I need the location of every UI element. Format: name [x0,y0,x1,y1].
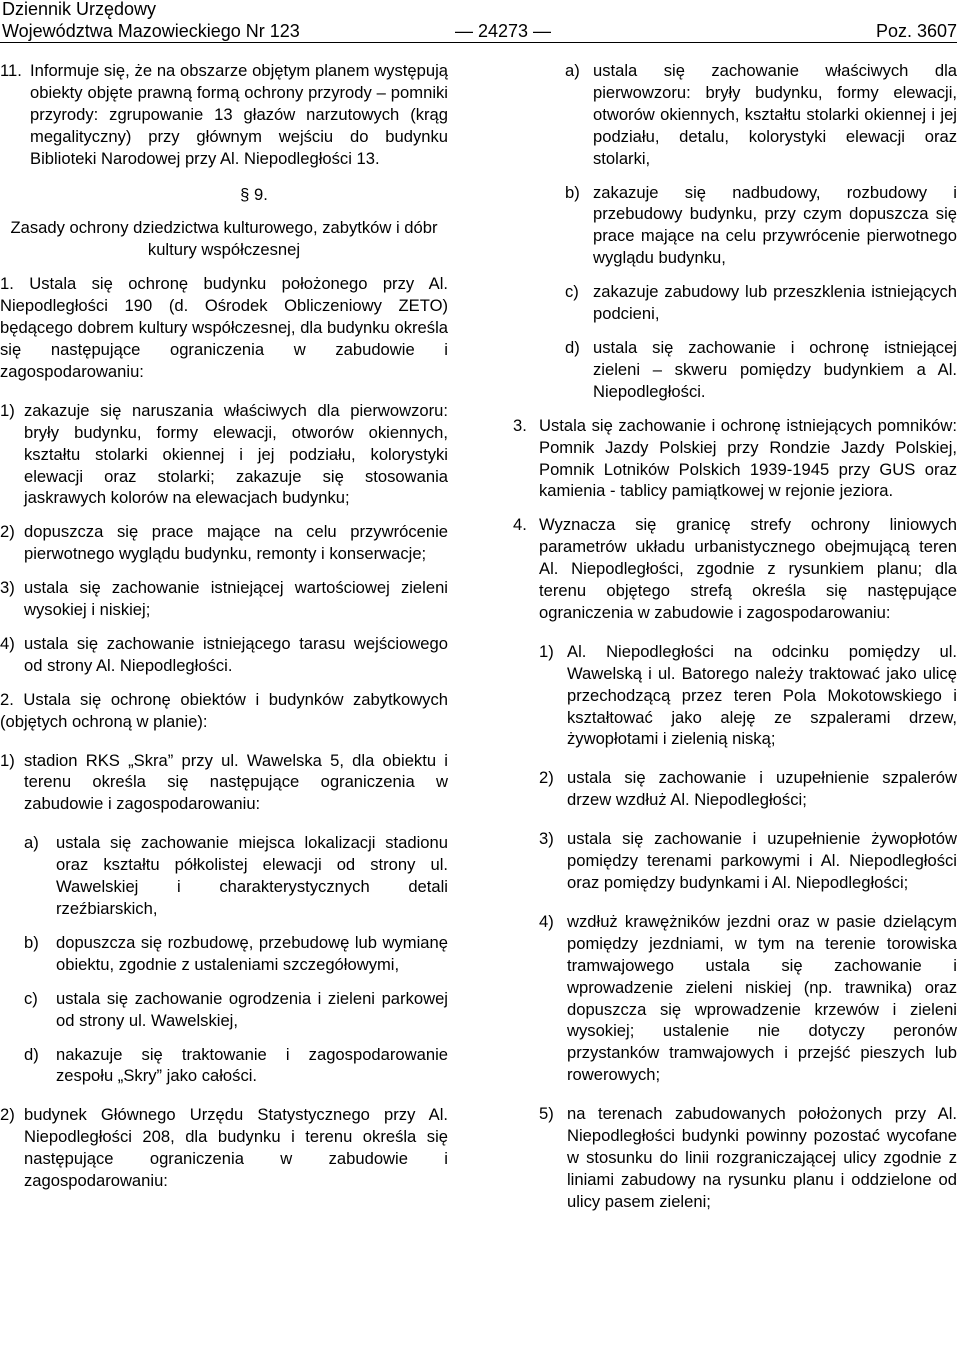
sublist-item [24,1044,448,1088]
subitem-text: nakazuje się traktowanie i zagospodarowanie zespołu „Skry” jako całości. [56,1044,448,1086]
section-number: § 9. [240,184,268,204]
subitem-text: ustala się zachowanie miejsca lokalizacji stadionu oraz kształtu półkolistej elewacji od strony ul. Wawelskiej i charakterystycznych detali rzeźbiarskich, [56,833,448,918]
journal-issue: Województwa Mazowieckiego Nr 123 [2,21,300,41]
list-item [539,767,957,811]
paragraph-3 [513,415,957,503]
subitem-text: zakazuje się nadbudowy, rozbudowy i przebudowy budynku, przy czym dopuszcza się prace mające na celu przywrócenie pierwotnego wyglądu budynku, [593,182,957,268]
sublist-item [513,281,957,325]
sublist [513,60,957,403]
sublist-item [24,988,448,1032]
item-text: wzdłuż krawężników jezdni oraz w pasie dzielącym pomiędzy jezdniami, w tym na terenie torowiska tramwajowego ustala się zachowanie i wprowadzenie zieleni niskiej (np. trawnika) oraz dopuszcza się wprowadzenie krzewów i zieleni wysokiej; ustalenie nie dotyczy peronów przystanków tramwajowych i przejść pieszych lub rowerowych; [567,911,957,1085]
sublist-item [513,182,957,270]
sublist-item [513,337,957,403]
paragraph-text: Wyznacza się granicę strefy ochrony liniowych parametrów układu urbanistycznego obejmującą teren Al. Niepodległości, zgodnie z rysunkiem planu; dla terenu objętego strefą określa się następujące ograniczenia w zabudowie i zagospodarowaniu: [539,515,957,622]
sublist-item [24,832,448,920]
item-text: ustala się zachowanie i uzupełnienie szpalerów drzew wzdłuż Al. Niepodległości; [567,768,957,810]
subitem-text: dopuszcza się rozbudowę, przebudowę lub wymianę obiektu, zgodnie z ustaleniami szczegółowymi, [56,932,448,974]
list-item [539,828,957,894]
item-text: ustala się zachowanie istniejącej wartościowej zieleni wysokiej i niskiej; [24,578,448,620]
paragraph-4 [513,514,957,624]
paragraph-label: 3. [513,415,527,435]
subitem-label: b) [565,182,580,202]
sublist [0,832,448,1087]
page-number: — 24273 — [455,21,552,41]
list-item [0,521,448,565]
item-label: 4) [0,633,15,653]
item-text: dopuszcza się prace mające na celu przywrócenie pierwotnego wyglądu budynku, remonty i konserwacje; [24,522,448,564]
item-label: 1) [0,750,15,770]
right-column [513,60,957,1213]
list-item [539,911,957,1086]
subitem-text: ustala się zachowanie i ochronę istniejącej zieleni – skweru pomiędzy budynkiem a Al. Niepodległości. [593,337,957,401]
paragraph-text: Ustala się zachowanie i ochronę istniejących pomników: Pomnik Jazdy Polskiej przy Rondzie Jazdy Polskiej, Pomnik Lotników Polskich 1939-1945 przy GUS oraz kamienia - tablicy pamiątkowej w rejonie jeziora. [539,415,957,501]
subitem-label: c) [24,988,38,1008]
paragraph-1: 1. Ustala się ochronę budynku położonego przy Al. Niepodległości 190 (d. Ośrodek Obliczeniowy ZETO) będącego dobrem kultury współczesnej, dla budynku określa się następujące ograniczenia w zabudowie i zagospodarowaniu: [0,274,448,381]
subitem-text: ustala się zachowanie właściwych dla pierwowzoru: bryły budynku, formy elewacji, otworów okiennych, kształtu stolarki okiennej i jej podziału, detalu, kolorystyki elewacji oraz stolarki, [593,61,957,168]
subitem-label: d) [24,1044,39,1064]
item-label: 2) [539,768,554,788]
subitem-label: d) [565,337,580,357]
sublist-item [513,60,957,170]
item-text: zakazuje się naruszania właściwych dla pierwowzoru: bryły budynku, formy elewacji, otworów okiennych, kształtu stolarki okiennej i jej podziału, kolorystyki elewacji oraz stolarki; zakazuje się stosowania jaskrawych kolorów na elewacjach budynku; [24,400,448,508]
list-item [0,577,448,621]
list-item [539,1103,957,1213]
subitem-label: c) [565,282,579,302]
paragraph-label: 4. [513,515,527,535]
paragraph-2: 2. Ustala się ochronę obiektów i budynków zabytkowych (objętych ochroną w planie): [0,689,448,731]
item-text: budynek Głównego Urzędu Statystycznego przy Al. Niepodległości 208, dla budynku i terenu określa się następujące ograniczenia w zabudowie i zagospodarowaniu: [24,1105,448,1191]
list-item [0,633,448,677]
subitem-label: a) [565,61,580,80]
item-label: 2) [0,522,15,542]
paragraph-label: 11. [0,61,22,80]
subitem-text: zakazuje zabudowy lub przeszklenia istniejących podcieni, [593,282,957,324]
paragraph-11 [0,60,448,170]
list-item [0,750,448,816]
item-label: 4) [539,911,554,931]
header-rule [0,42,957,43]
item-text: na terenach zabudowanych położonych przy Al. Niepodległości budynki powinny pozostać wycofane w stosunku do linii rozgraniczającej ulicy zgodnie z liniami zabudowy na rysunku planu i oddzielone od ulicy pasem zieleni; [567,1104,957,1211]
item-label: 1) [0,400,15,420]
list-item [0,400,448,510]
list-item [0,1104,448,1192]
item-text: ustala się zachowanie i uzupełnienie żywopłotów pomiędzy terenami parkowymi i Al. Niepodległości oraz pomiędzy budynkami i Al. Niepodległości; [567,829,957,892]
item-label: 3) [0,578,15,598]
left-column [0,60,448,1192]
subitem-label: a) [24,833,39,853]
subitem-text: ustala się zachowanie ogrodzenia i zieleni parkowej od strony ul. Wawelskiej, [56,988,448,1030]
subitem-label: b) [24,932,39,952]
item-text: stadion RKS „Skra” przy ul. Wawelska 5, dla obiektu i terenu określa się następujące ograniczenia w zabudowie i zagospodarowaniu: [24,750,448,814]
item-text: Al. Niepodległości na odcinku pomiędzy ul. Wawelską i ul. Batorego należy traktować jako ulicę przechodzącą przez teren Pola Mokotowskiego i kształtować jako aleję ze szpalerami drzew, żywopłotami i zielenią niską; [567,641,957,749]
section-heading: Zasady ochrony dziedzictwa kulturowego, zabytków i dóbr kultury współczesnej [10,218,438,260]
item-label: 5) [539,1104,554,1124]
position-number: Poz. 3607 [875,21,957,41]
item-label: 2) [0,1105,15,1125]
page-header [0,0,960,44]
list [513,641,957,1213]
item-label: 1) [539,641,554,661]
item-text: ustala się zachowanie istniejącego tarasu wejściowego od strony Al. Niepodległości. [24,633,448,675]
paragraph-text: Informuje się, że na obszarze objętym planem występują obiekty objęte prawną formą ochrony przyrody – pomniki przyrody: zgrupowanie 13 głazów narzutowych (krąg megalityczny) przy głównym wejściu do budynku Biblioteki Narodowej przy Al. Niepodległości 13. [30,61,448,168]
list-item [539,641,957,751]
sublist-item [24,932,448,976]
item-label: 3) [539,829,554,849]
journal-title: Dziennik Urzędowy [2,0,157,19]
